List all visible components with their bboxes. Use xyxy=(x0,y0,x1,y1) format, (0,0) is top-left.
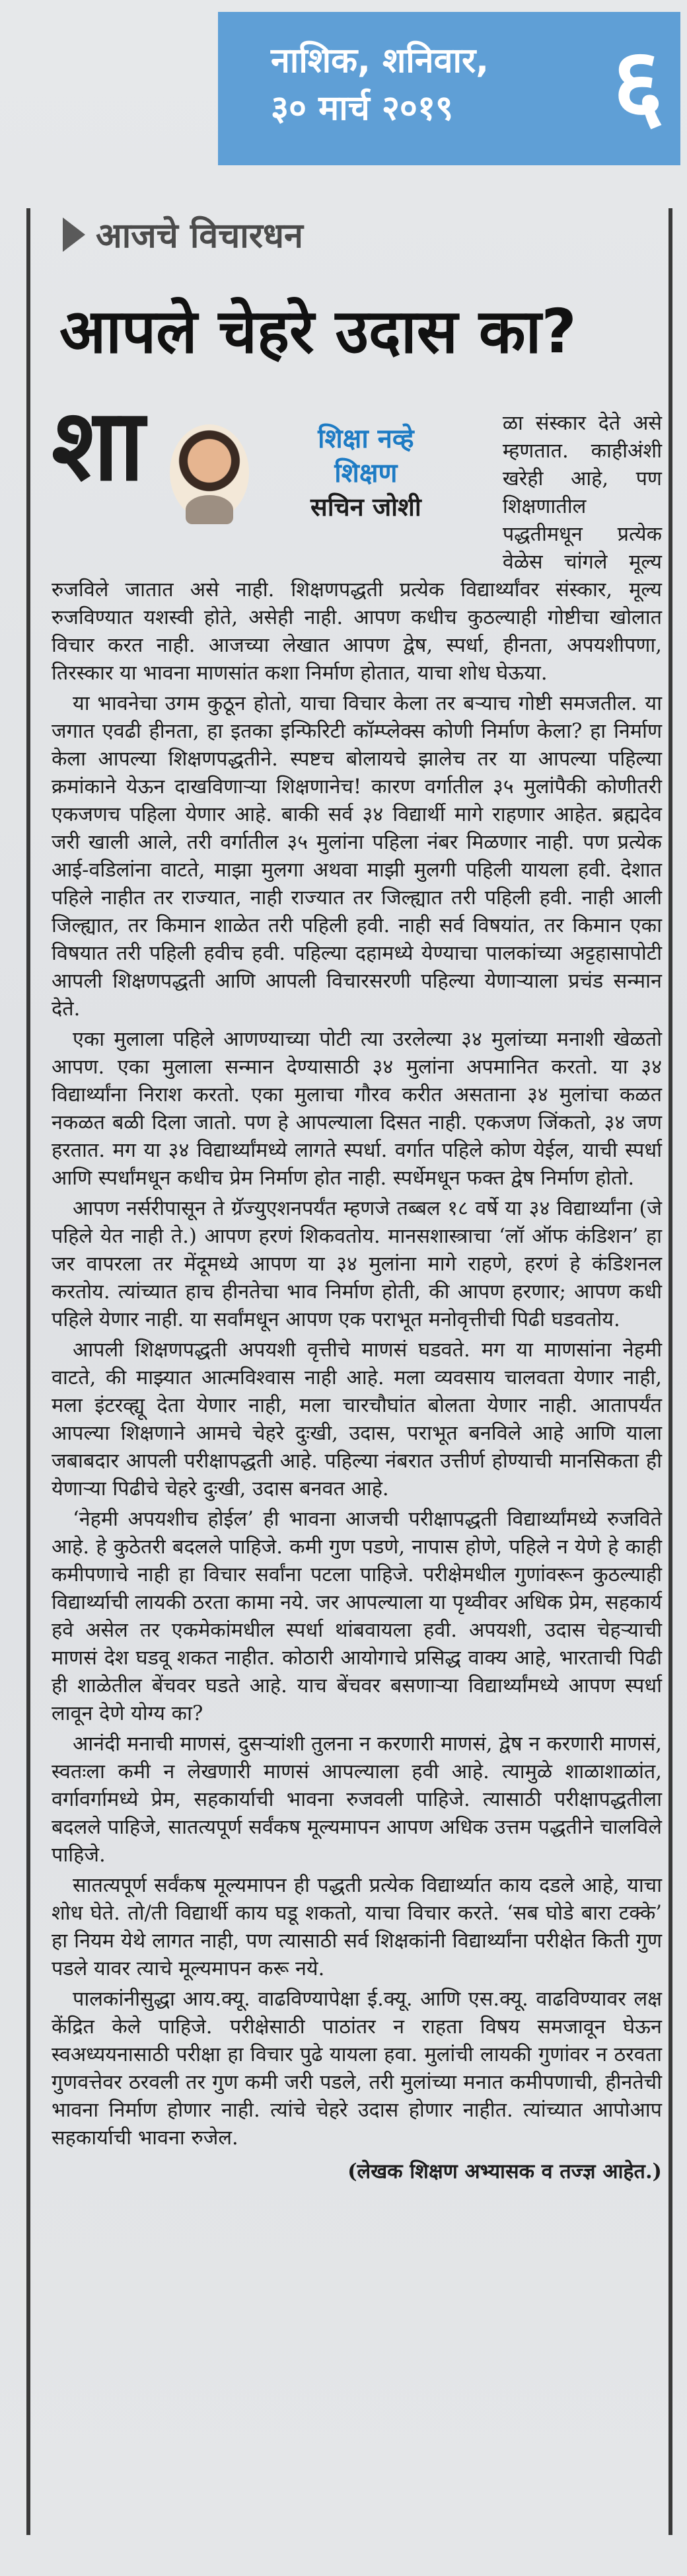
article-headline: आपले चेहरे उदास का? xyxy=(59,296,577,367)
article-paragraph: पालकांनीसुद्धा आय.क्यू. वाढविण्यापेक्षा ई.क्यू. आणि एस.क्यू. वाढविण्यावर लक्ष केंद्रित केले पाहिजे. परीक्षेसाठी पाठांतर न राहता विषय समजावून घेऊन स्वअध्ययनासाठी परीक्षा हा विचार पुढे यायला हवा. मुलांची लायकी गुणांवर न ठरवता गुणवत्तेवर ठरवली तर गुण कमी जरी पडले, तरी मुलांच्या मनात कमीपणाची, हीनतेची भावना निर्माण होणार नाही. त्यांचे चेहरे उदास होणार नाहीत. त्यांच्यात आपोआप सहकार्याची भावना रुजेल. xyxy=(52,1988,662,2150)
column-rule-left xyxy=(26,208,30,2535)
column-title-line-2: शिक्षण xyxy=(334,458,398,488)
article-paragraph: सातत्यपूर्ण सर्वंकष मूल्यमापन ही पद्धती प्रत्येक विद्यार्थ्यात काय दडले आहे, याचा शोध घेते. तो/ती विद्यार्थी काय घडू शकतो, याचा विचार करते. ‘सब घोडे बारा टक्के’ हा नियम येथे लागत नाही, पण त्यासाठी सर्व शिक्षकांनी विद्यार्थ्यांना परीक्षेत किती गुण पडले यावर त्याचे मूल्यमापन करू नये. xyxy=(52,1874,662,1980)
article-paragraph: आपली शिक्षणपद्धती अपयशी वृत्तीचे माणसं घडवते. मग या माणसांना नेहमी वाटते, की माझ्यात आत्मविश्वास नाही आहे. मला व्यवसाय चालवता येणार नाही, मला इंटरव्ह्यू देता येणार नाही, मला चारचौघांत बोलता येणार नाही. आतापर्यंत आपल्या शिक्षणाने आमचे चेहरे दुःखी, उदास, पराभूत बनविले आहे आणि याला जबाबदार आपली परीक्षापद्धती आहे. पहिल्या नंबरात उत्तीर्ण होण्याची मानसिकता ही येणाऱ्या पिढीचे चेहरे दुःखी, उदास बनवत आहे. xyxy=(52,1339,662,1501)
article-paragraph: आनंदी मनाची माणसं, दुसऱ्यांशी तुलना न करणारी माणसं, द्वेष न करणारी माणसं, स्वतःला कमी न लेखणारी माणसं आपल्याला हवी आहे. त्यामुळे शाळाशाळांत, वर्गावर्गामध्ये प्रेम, सहकार्याची भावना रुजवली पाहिजे. त्यासाठी परीक्षापद्धतीला बदलले पाहिजे, सातत्यपूर्ण सर्वंकष मूल्यमापन आपण अधिक उत्तम पद्धतीने चालविले पाहिजे. xyxy=(52,1733,662,1867)
column-rule-right xyxy=(669,208,672,2535)
column-title xyxy=(264,422,468,490)
author-name: सचिन जोशी xyxy=(310,492,421,522)
masthead-date xyxy=(271,37,535,132)
drop-cap: शा xyxy=(52,388,145,503)
author-photo xyxy=(170,424,249,520)
arrow-marker-icon xyxy=(63,217,85,252)
page-masthead xyxy=(218,12,680,165)
author-note: (लेखक शिक्षण अभ्यासक व तज्ज्ञ आहेत.) xyxy=(347,2160,662,2183)
intro-text: ळा संस्कार देते असे म्हणतात. काहीअंशी खरेही आहे, पण शिक्षणातील पद्धतीमधून प्रत्येक वेळेस चांगले मूल्य रुजविले जातात असे नाही. शिक्षणपद्धती प्रत्येक विद्यार्थ्यांवर संस्कार, मूल्य रुजविण्यात यशस्वी होते, असेही नाही. आपण कधीच कुठल्याही गोष्टीचा खोलात विचार करत नाही. आजच्या लेखात आपण द्वेष, स्पर्धा, हीनता, अपयशीपणा, तिरस्कार या भावना माणसांत कशा निर्माण होतात, याचा शोध घेऊया. xyxy=(52,412,662,685)
column-byline-box xyxy=(151,415,488,561)
article-paragraph: एका मुलाला पहिले आणण्याच्या पोटी त्या उरलेल्या ३४ मुलांच्या मनाशी खेळतो आपण. एका मुलाला सन्मान देण्यासाठी ३४ मुलांना अपमानित करतो. या ३४ विद्यार्थ्यांना निराश करतो. एका मुलाचा गौरव करीत असताना ३४ मुलांचा कळत नकळत बळी दिला जातो. पण हे आपल्याला दिसत नाही. एकजण जिंकतो, ३४ जण हरतात. मग या ३४ विद्यार्थ्यांमध्ये लागते स्पर्धा. वर्गात पहिले कोण येईल, याची स्पर्धा आणि स्पर्धांमधून कधीच प्रेम निर्माण होत नाही. स्पर्धेमधून फक्त द्वेष निर्माण होतो. xyxy=(52,1028,662,1190)
article-paragraph: या भावनेचा उगम कुठून होतो, याचा विचार केला तर बऱ्याच गोष्टी समजतील. या जगात एवढी हीनता, हा इतका इन्फिरिटी कॉम्प्लेक्स कोणी निर्माण केला? हा निर्माण केला आपल्या शिक्षणपद्धतीने. स्पष्टच बोलायचे झालेच तर या आपल्या पहिल्या क्रमांकाने येऊन दाखविणाऱ्या शिक्षणानेच! कारण वर्गातील ३५ मुलांपैकी कोणीतरी एकजणच पहिला येणार आहे. बाकी सर्व ३४ विद्यार्थी मागे राहणार आहेत. ब्रह्मदेव जरी खाली आले, तरी वर्गातील ३५ मुलांना पहिला नंबर मिळणार नाही. पण प्रत्येक आई-वडिलांना वाटते, माझा मुलगा अथवा माझी मुलगी पहिली यायला हवी. देशात पहिले नाहीत तर राज्यात, नाही राज्यात तर जिल्ह्यात तरी पहिली हवी. नाही आली जिल्ह्यात, तर किमान शाळेत तरी पहिली हवी. नाही सर्व विषयांत, तर किमान एका विषयात तरी पहिली हवीच हवी. पहिल्या दहामध्ये येण्याचा पालकांच्या अट्टहासापोटी आपली शिक्षणपद्धती आणि आपली विचारसरणी पहिल्या येणाऱ्याला प्रचंड सन्मान देते. xyxy=(52,692,662,1021)
article-paragraph: आपण नर्सरीपासून ते ग्रॅज्युएशनपर्यंत म्हणजे तब्बल १८ वर्षे या ३४ विद्यार्थ्यांना (जे पहिले येत नाही ते.) आपण हरणं शिकवतोय. मानसशास्त्राचा ‘लॉ ऑफ कंडिशन’ हा जर वापरला तर मेंदूमध्ये आपण या ३४ मुलांना मागे राहणे, हरणं हे कंडिशनल करतोय. त्यांच्यात हाच हीनतेचा भाव निर्माण होती, की आपण हरणार; आपण कधी पहिले येणार नाही. या सर्वांमधून आपण एक पराभूत मनोवृत्तीची पिढी घडवतोय. xyxy=(52,1197,662,1331)
article-paragraph: ‘नेहमी अपयशीच होईल’ ही भावना आजची परीक्षापद्धती विद्यार्थ्यांमध्ये रुजविते आहे. हे कुठेतरी बदलले पाहिजे. कमी गुण पडणे, नापास होणे, पहिले न येणे हे काही कमीपणाचे नाही हा विचार सर्वांना पटला पाहिजे. परीक्षेमधील गुणांवरून कुठल्याही विद्यार्थ्याची लायकी ठरता कामा नये. जर आपल्याला या पृथ्वीवर अधिक प्रेम, सहकार्य हवे असेल तर एकमेकांमधील स्पर्धा थांबवायला हवी. अपयशी, उदास चेहऱ्याची माणसं देश घडवू शकत नाहीत. कोठारी आयोगाचे प्रसिद्ध वाक्य आहे, भारताची पिढी ही शाळेतील बेंचवर घडते आहे. याच बेंचवर बसणाऱ्या विद्यार्थ्यांमध्ये आपण स्पर्धा लावून देणे योग्य का? xyxy=(52,1508,662,1725)
masthead-date-line: ३० मार्च २०१९ xyxy=(271,89,454,128)
page-number: ६ xyxy=(612,27,664,142)
masthead-place-day: नाशिक, शनिवार, xyxy=(271,41,489,81)
article-body xyxy=(52,388,662,2185)
column-title-line-1: शिक्षा नव्हे xyxy=(318,424,414,454)
article-intro xyxy=(52,388,662,687)
section-header xyxy=(46,208,443,261)
section-label: आजचे विचारधन xyxy=(96,216,303,256)
